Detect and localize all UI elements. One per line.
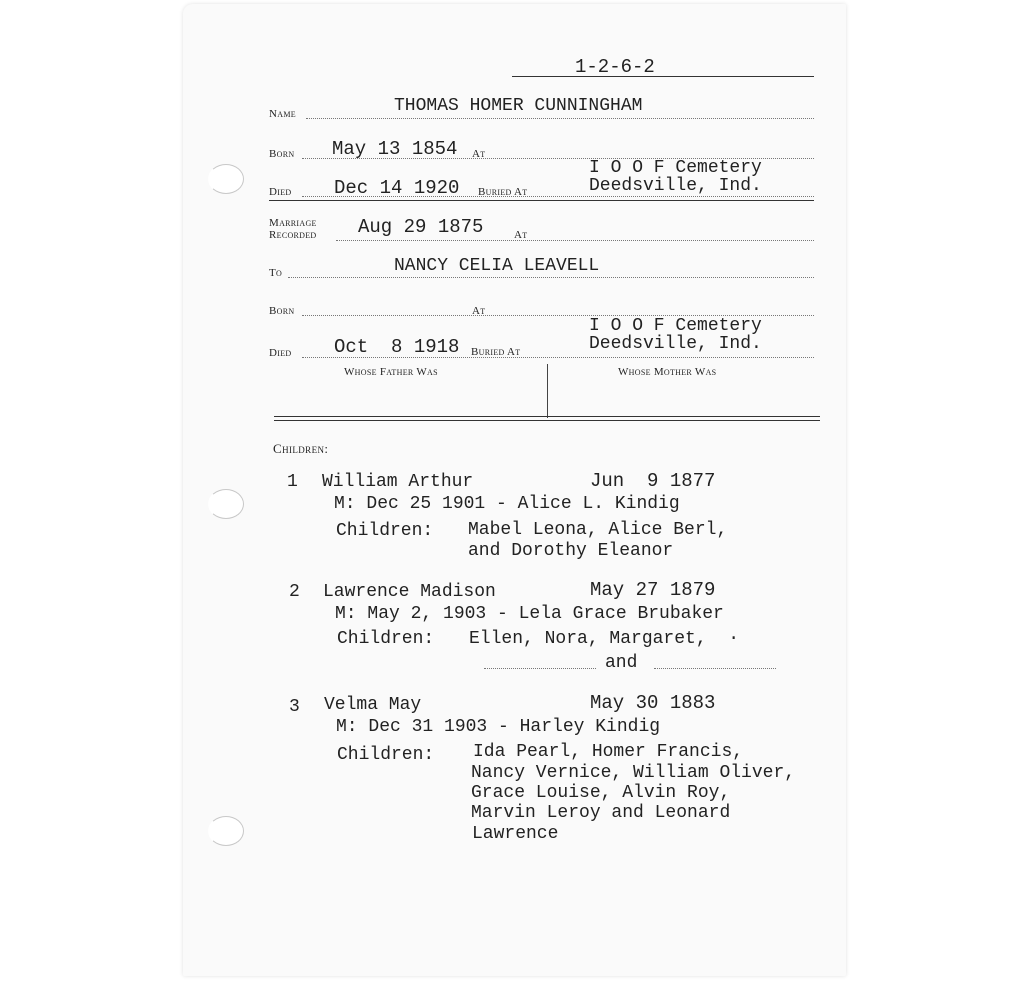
marriage-date: Aug 29 1875: [358, 216, 484, 238]
binder-hole-middle: [208, 489, 244, 519]
died-label: Died: [269, 186, 292, 198]
child-name: Velma May: [324, 695, 422, 715]
to-line: [288, 277, 814, 278]
person-name: THOMAS HOMER CUNNINGHAM: [394, 96, 643, 116]
spouse-name: NANCY CELIA LEAVELL: [394, 256, 600, 276]
grandchildren-line: Ida Pearl, Homer Francis,: [473, 742, 744, 762]
grandchildren-line: Mabel Leona, Alice Berl,: [468, 520, 728, 540]
grandchildren-line: Nancy Vernice, William Oliver,: [471, 763, 796, 783]
child-birth-date: May 30 1883: [590, 692, 716, 714]
to-label: To: [269, 267, 283, 279]
parents-rule-1: [274, 416, 820, 417]
spouse-died-date: Oct 8 1918: [334, 336, 460, 358]
child-number: 3: [289, 697, 300, 717]
child-marriage: M: May 2, 1903 - Lela Grace Brubaker: [335, 604, 724, 624]
spouse-buried-at-label: Buried At: [471, 346, 521, 358]
whose-mother-was-label: Whose Mother Was: [618, 366, 717, 378]
card-number-rule: [512, 76, 814, 77]
name-label: Name: [269, 108, 296, 120]
whose-father-was-label: Whose Father Was: [344, 366, 438, 378]
child-children-label: Children:: [337, 745, 435, 765]
blank-name-line: [484, 668, 596, 669]
born-label: Born: [269, 148, 295, 160]
spouse-buried-line1: I O O F Cemetery: [589, 316, 762, 336]
born-at-label: At: [472, 148, 486, 160]
spouse-buried-line2: Deedsville, Ind.: [589, 334, 762, 354]
binder-hole-bottom: [208, 816, 244, 846]
person-buried-line2: Deedsville, Ind.: [589, 176, 762, 196]
parents-rule-2: [274, 420, 820, 421]
marriage-at-label: At: [514, 229, 528, 241]
card-number: 1-2-6-2: [575, 56, 655, 78]
spouse-died-label: Died: [269, 347, 292, 359]
child-name: William Arthur: [322, 472, 474, 492]
grandchildren-line: Marvin Leroy and Leonard: [471, 803, 731, 823]
child-birth-date: May 27 1879: [590, 579, 716, 601]
child-marriage: M: Dec 25 1901 - Alice L. Kindig: [334, 494, 680, 514]
marriage-label: Marriage: [269, 217, 317, 229]
blank-name-line: [654, 668, 776, 669]
child-birth-date: Jun 9 1877: [590, 470, 716, 492]
grandchildren-line: Lawrence: [472, 824, 559, 844]
person-section-rule: [269, 200, 814, 201]
binder-hole-top: [208, 164, 244, 194]
recorded-label: Recorded: [269, 229, 317, 241]
person-died-date: Dec 14 1920: [334, 177, 460, 199]
child-children-label: Children:: [336, 521, 434, 541]
spouse-born-at-label: At: [472, 305, 486, 317]
parents-divider: [547, 364, 548, 418]
spouse-born-label: Born: [269, 305, 295, 317]
child-number: 2: [289, 582, 300, 602]
person-buried-line1: I O O F Cemetery: [589, 158, 762, 178]
child-children-label: Children:: [337, 629, 435, 649]
marriage-line: [336, 240, 814, 241]
grandchildren-line: and Dorothy Eleanor: [468, 541, 674, 561]
grandchildren-line: and: [605, 653, 638, 673]
child-marriage: M: Dec 31 1903 - Harley Kindig: [336, 717, 661, 737]
buried-at-label: Buried At: [478, 186, 528, 198]
person-born-date: May 13 1854: [332, 138, 458, 160]
children-heading: Children:: [273, 441, 329, 456]
child-number: 1: [287, 472, 298, 492]
grandchildren-line: Ellen, Nora, Margaret, ·: [469, 629, 740, 649]
name-line: [306, 118, 814, 119]
grandchildren-line: Grace Louise, Alvin Roy,: [471, 783, 731, 803]
child-name: Lawrence Madison: [323, 582, 496, 602]
